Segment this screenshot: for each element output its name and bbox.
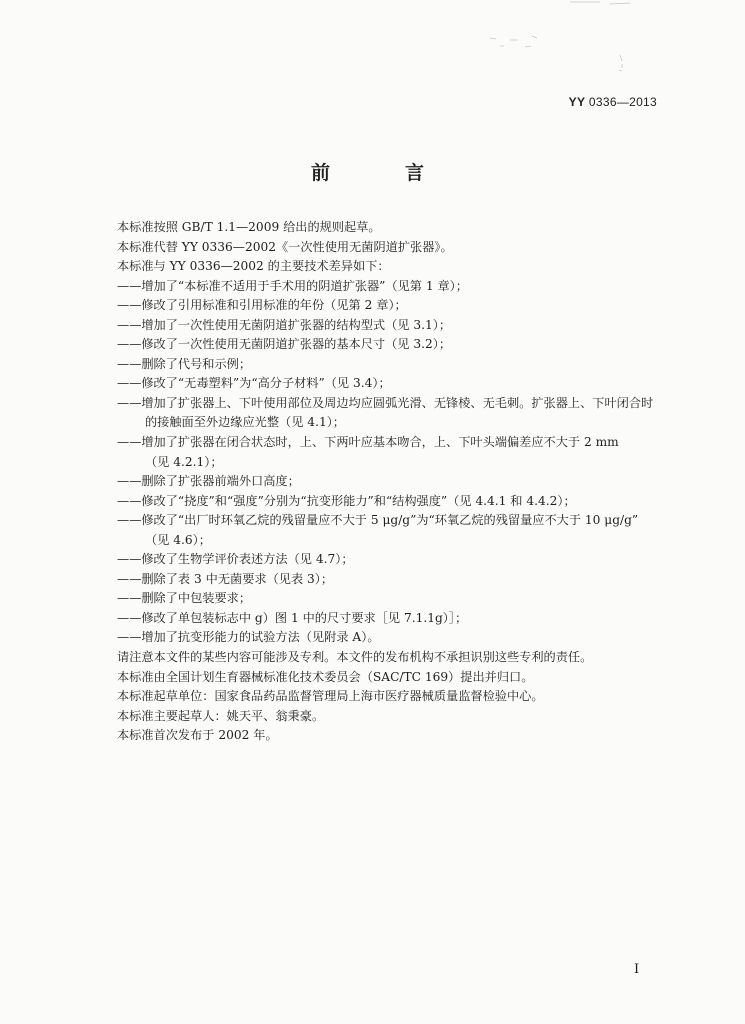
change-item: ——删除了代号和示例；: [117, 356, 252, 371]
scan-artifact-marks: [470, 0, 670, 90]
closing-paragraph: 本标准起草单位：国家食品药品监督管理局上海市医疗器械质量监督检验中心。: [117, 689, 544, 704]
closing-paragraph: 请注意本文件的某些内容可能涉及专利。本文件的发布机构不承担识别这些专利的责任。: [117, 650, 593, 665]
paragraph: 本标准按照 GB/T 1.1—2009 给出的规则起草。: [117, 220, 381, 234]
page-number: I: [634, 962, 640, 977]
change-item: ——修改了一次性使用无菌阴道扩张器的基本尺寸（见 3.2）；: [117, 337, 452, 352]
change-item: ——增加了抗变形能力的试验方法（见附录 A）。: [117, 630, 380, 645]
standard-prefix: YY: [568, 95, 586, 109]
standard-number: 0336—2013: [588, 95, 657, 109]
closing-paragraph: 本标准主要起草人：姚天平、翁秉豪。: [117, 708, 325, 723]
change-item: ——删除了表 3 中无菌要求（见表 3）；: [117, 571, 334, 586]
change-item: ——删除了扩张器前端外口高度；: [117, 474, 300, 489]
change-item: ——增加了“本标准不适用于手术用的阴道扩张器”（见第 1 章）；: [117, 278, 468, 293]
change-item-continuation: 的接触面至外边缘应光整（见 4.1）；: [145, 415, 345, 430]
change-item-continuation: （见 4.2.1）；: [145, 454, 223, 469]
change-item: ——修改了引用标准和引用标准的年份（见第 2 章）；: [117, 298, 407, 313]
change-item: ——删除了中包装要求；: [117, 591, 252, 606]
paragraph: 本标准代替 YY 0336—2002《一次性使用无菌阴道扩张器》。: [117, 239, 453, 254]
change-item: ——增加了扩张器在闭合状态时，上、下两叶应基本吻合，上、下叶头端偏差应不大于 2 mm: [117, 435, 619, 450]
change-item: ——修改了“出厂时环氧乙烷的残留量应不大于 5 μg/g”为“环氧乙烷的残留量应不大于 10 μg/g”: [117, 513, 639, 528]
standard-code: [569, 95, 657, 109]
change-item: ——增加了扩张器上、下叶使用部位及周边均应圆弧光滑、无锋棱、无毛刺。扩张器上、下叶闭合时: [117, 395, 654, 410]
foreword-body: [117, 218, 662, 746]
change-item: ——修改了单包装标志中 g）图 1 中的尺寸要求［见 7.1.1g）］；: [117, 610, 468, 625]
closing-paragraph: 本标准由全国计划生育器械标准化技术委员会（SAC/TC 169）提出并归口。: [117, 669, 534, 684]
change-item: ——修改了“无毒塑料”为“高分子材料”（见 3.4）；: [117, 376, 391, 391]
change-item-continuation: （见 4.6）；: [145, 532, 211, 547]
page-title: 前 言: [310, 162, 452, 184]
change-item: ——修改了生物学评价表述方法（见 4.7）；: [117, 552, 354, 567]
closing-paragraph: 本标准首次发布于 2002 年。: [117, 728, 278, 743]
change-item: ——修改了“挠度”和“强度”分别为“抗变形能力”和“结构强度”（见 4.4.1 和 4.4.2）；: [117, 493, 576, 508]
paragraph: 本标准与 YY 0336—2002 的主要技术差异如下：: [117, 259, 390, 274]
change-item: ——增加了一次性使用无菌阴道扩张器的结构型式（见 3.1）；: [117, 317, 452, 332]
